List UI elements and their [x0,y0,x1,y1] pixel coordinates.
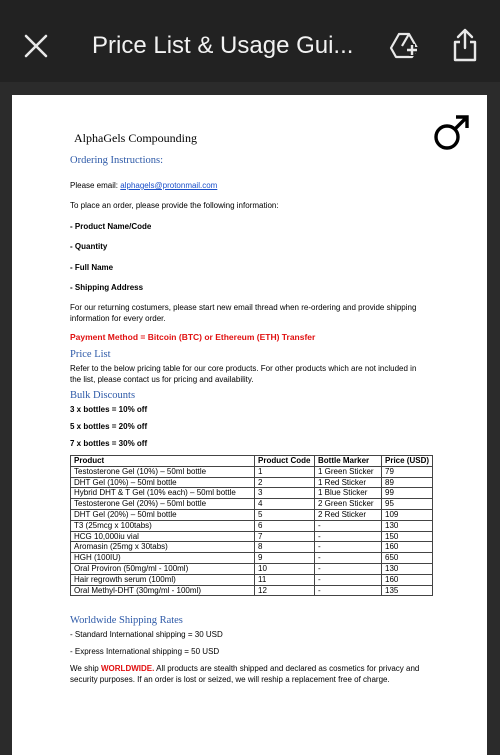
share-icon[interactable] [452,28,478,62]
cell-price: 160 [382,574,433,585]
ship-rest: All products are stealth shipped and declared as cosmetics for privacy and [156,664,420,673]
cell-marker: 1 Green Sticker [315,466,382,477]
ship-line-2: security purposes. If an order is lost or seized, we will reship a replacement free of charge. [70,675,390,684]
cell-code: 11 [255,574,315,585]
cell-product: T3 (25mcg x 100tabs) [71,520,255,531]
bulk-5: 5 x bottles = 20% off [70,422,148,431]
price-intro-line-1: Refer to the below pricing table for our core products. For other products which are not included in [70,364,417,373]
shipping-heading: Worldwide Shipping Rates [70,615,183,626]
table-row [71,466,433,477]
price-table [70,455,433,596]
cell-marker: 1 Blue Sticker [315,488,382,499]
cell-code: 6 [255,520,315,531]
cell-price: 135 [382,585,433,596]
table-row [71,531,433,542]
cell-code: 4 [255,499,315,510]
field-quantity: - Quantity [70,242,108,251]
cell-product: Oral Proviron (50mg/ml - 100ml) [71,563,255,574]
cell-price: 130 [382,520,433,531]
cell-price: 150 [382,531,433,542]
table-row [71,563,433,574]
cell-price: 89 [382,477,433,488]
col-product: Product [71,456,255,467]
payment-method: Payment Method = Bitcoin (BTC) or Ethereum (ETH) Transfer [70,332,316,342]
cell-marker: - [315,563,382,574]
cell-price: 160 [382,542,433,553]
cell-price: 109 [382,509,433,520]
cell-product: Testosterone Gel (20%) – 50ml bottle [71,499,255,510]
intro-text: To place an order, please provide the following information: [70,201,279,210]
cell-marker: - [315,531,382,542]
price-list-heading: Price List [70,349,111,360]
company-name: AlphaGels Compounding [74,131,197,145]
cell-product: DHT Gel (20%) – 50ml bottle [71,509,255,520]
add-to-drive-icon[interactable] [388,30,420,62]
col-price: Price (USD) [382,456,433,467]
field-product: - Product Name/Code [70,222,152,231]
cell-price: 99 [382,488,433,499]
cell-marker: 2 Red Sticker [315,509,382,520]
table-row [71,488,433,499]
table-row [71,477,433,488]
ship-prefix: We ship [70,664,99,673]
shipping-express: - Express International shipping = 50 USD [70,647,220,656]
bulk-7: 7 x bottles = 30% off [70,439,148,448]
ship-line-1 [70,663,419,674]
table-row [71,542,433,553]
bulk-heading: Bulk Discounts [70,390,136,401]
top-app-bar [0,0,500,82]
close-icon[interactable] [22,32,50,60]
ship-worldwide: WORLDWIDE. [101,664,155,673]
cell-product: HCG 10,000iu vial [71,531,255,542]
cell-product: Oral Methyl-DHT (30mg/ml - 100ml) [71,585,255,596]
table-row [71,509,433,520]
cell-marker: - [315,574,382,585]
cell-code: 7 [255,531,315,542]
document-page [12,95,487,755]
price-intro-line-2: the list, please contact us for pricing and availability. [70,375,254,384]
cell-price: 650 [382,553,433,564]
email-link[interactable]: alphagels@protonmail.com [120,181,218,190]
table-row [71,574,433,585]
cell-price: 130 [382,563,433,574]
table-row [71,585,433,596]
cell-product: Testosterone Gel (10%) – 50ml bottle [71,466,255,477]
cell-product: Aromasin (25mg x 30tabs) [71,542,255,553]
cell-marker: - [315,520,382,531]
cell-marker: - [315,542,382,553]
cell-marker: - [315,585,382,596]
document-title: Price List & Usage Gui... [92,32,354,59]
table-row [71,499,433,510]
cell-code: 9 [255,553,315,564]
field-address: - Shipping Address [70,283,144,292]
col-code: Product Code [255,456,315,467]
email-line [70,180,217,191]
table-row [71,553,433,564]
cell-code: 1 [255,466,315,477]
cell-code: 12 [255,585,315,596]
cell-code: 10 [255,563,315,574]
cell-marker: 1 Red Sticker [315,477,382,488]
cell-product: DHT Gel (10%) – 50ml bottle [71,477,255,488]
table-row [71,520,433,531]
table-header-row [71,456,433,467]
cell-product: HGH (100IU) [71,553,255,564]
returning-line-1: For our returning costumers, please start new email thread when re-ordering and provide shipping [70,303,417,312]
cell-code: 8 [255,542,315,553]
cell-code: 3 [255,488,315,499]
cell-marker: 2 Green Sticker [315,499,382,510]
ordering-heading: Ordering Instructions: [70,155,164,166]
field-name: - Full Name [70,263,114,272]
cell-marker: - [315,553,382,564]
cell-product: Hybrid DHT & T Gel (10% each) – 50ml bottle [71,488,255,499]
cell-product: Hair regrowth serum (100ml) [71,574,255,585]
cell-code: 2 [255,477,315,488]
cell-code: 5 [255,509,315,520]
cell-price: 95 [382,499,433,510]
shipping-standard: - Standard International shipping = 30 USD [70,630,223,639]
email-prefix: Please email: [70,181,119,190]
returning-line-2: information for every order. [70,314,166,323]
cell-price: 79 [382,466,433,477]
male-symbol-icon [432,113,472,153]
bulk-3: 3 x bottles = 10% off [70,405,148,414]
col-marker: Bottle Marker [315,456,382,467]
